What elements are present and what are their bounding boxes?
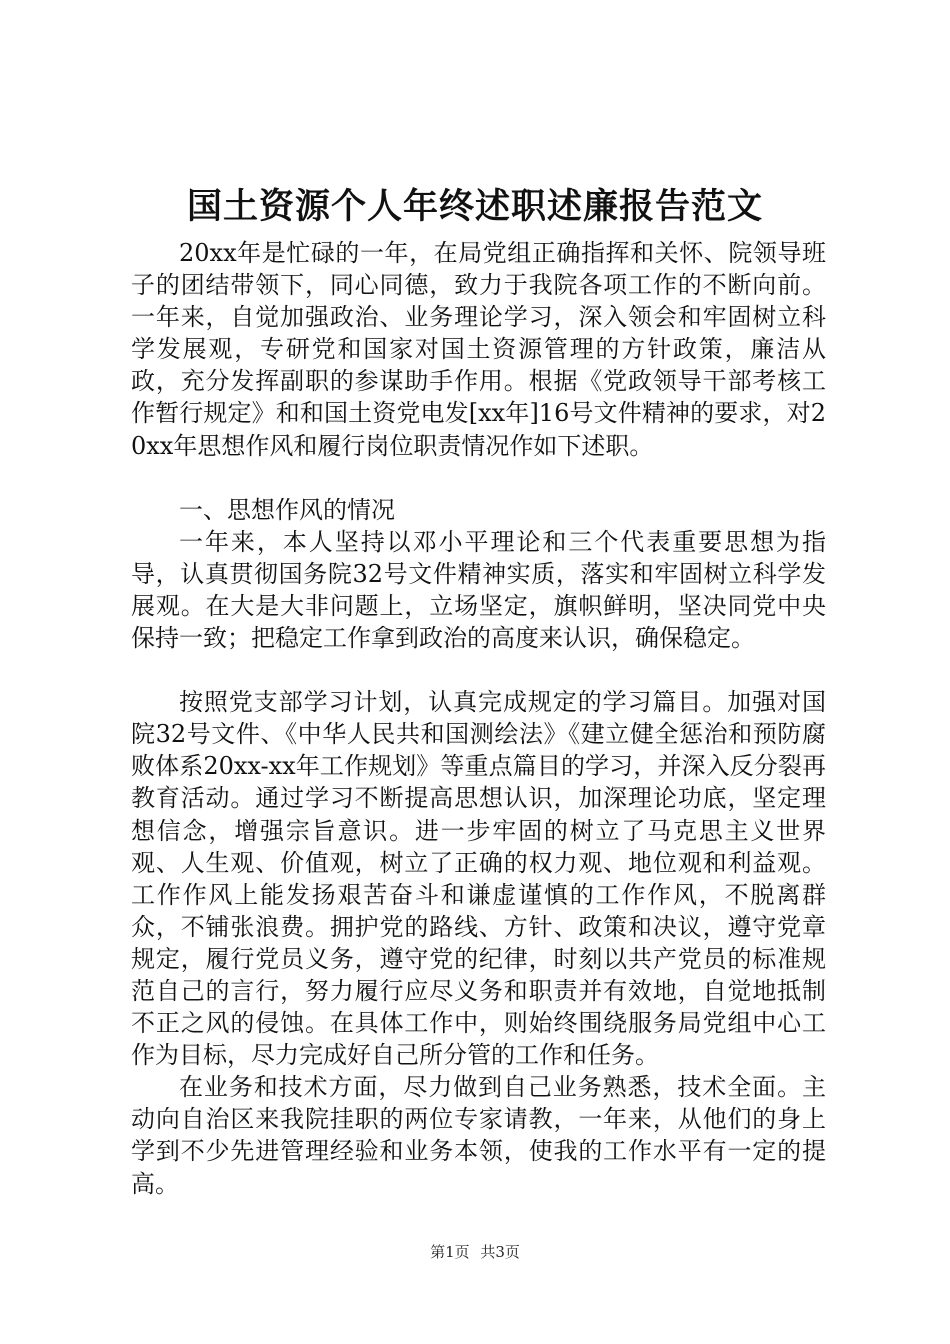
paragraph-gap	[131, 654, 826, 686]
paragraph-intro: 20xx年是忙碌的一年，在局党组正确指挥和关怀、院领导班子的团结带领下，同心同德，致力于我院各项工作的不断向前。一年来，自觉加强政治、业务理论学习，深入领会和牢固树立科学发展观，专研党和国家对国土资源管理的方针政策，廉洁从政，充分发挥副职的参谋助手作用。根据《党政领导干部考核工作暂行规定》和和国土资党电发[xx年]16号文件精神的要求，对20xx年思想作风和履行岗位职责情况作如下述职。	[131, 239, 826, 460]
paragraph-ideology: 一年来，本人坚持以邓小平理论和三个代表重要思想为指导，认真贯彻国务院32号文件精神实质，落实和牢固树立科学发展观。在大是大非问题上，立场坚定，旗帜鲜明，坚决同党中央保持一致；把稳定工作拿到政治的高度来认识，确保稳定。	[131, 527, 826, 653]
section-heading: 一、思想作风的情况	[179, 495, 395, 524]
page-total: 共3页	[480, 1243, 520, 1261]
paragraph-gap	[131, 462, 826, 494]
page-footer	[0, 1242, 950, 1262]
paragraph-study-plan: 按照党支部学习计划，认真完成规定的学习篇目。加强对国院32号文件、《中华人民共和国测绘法》《建立健全惩治和预防腐败体系20xx-xx年工作规划》等重点篇目的学习，并深入反分裂再教育活动。通过学习不断提高思想认识，加深理论功底，坚定理想信念，增强宗旨意识。进一步牢固的树立了马克思主义世界观、人生观、价值观，树立了正确的权力观、地位观和利益观。工作作风上能发扬艰苦奋斗和谦虚谨慎的工作作风，不脱离群众，不铺张浪费。拥护党的路线、方针、政策和决议，遵守党章规定，履行党员义务，遵守党的纪律，时刻以共产党员的标准规范自己的言行，努力履行应尽义务和职责并有效地，自觉地抵制不正之风的侵蚀。在具体工作中，则始终围绕服务局党组中心工作为目标，尽力完成好自己所分管的工作和任务。	[131, 688, 826, 1070]
paragraph-technical: 在业务和技术方面，尽力做到自己业务熟悉，技术全面。主动向自治区来我院挂职的两位专家请教，一年来，从他们的身上学到不少先进管理经验和业务本领，使我的工作水平有一定的提高。	[131, 1073, 826, 1198]
document-body	[131, 237, 826, 1200]
document-title: 国土资源个人年终述职述廉报告范文	[186, 186, 763, 227]
page-number: 第1页	[430, 1243, 470, 1261]
